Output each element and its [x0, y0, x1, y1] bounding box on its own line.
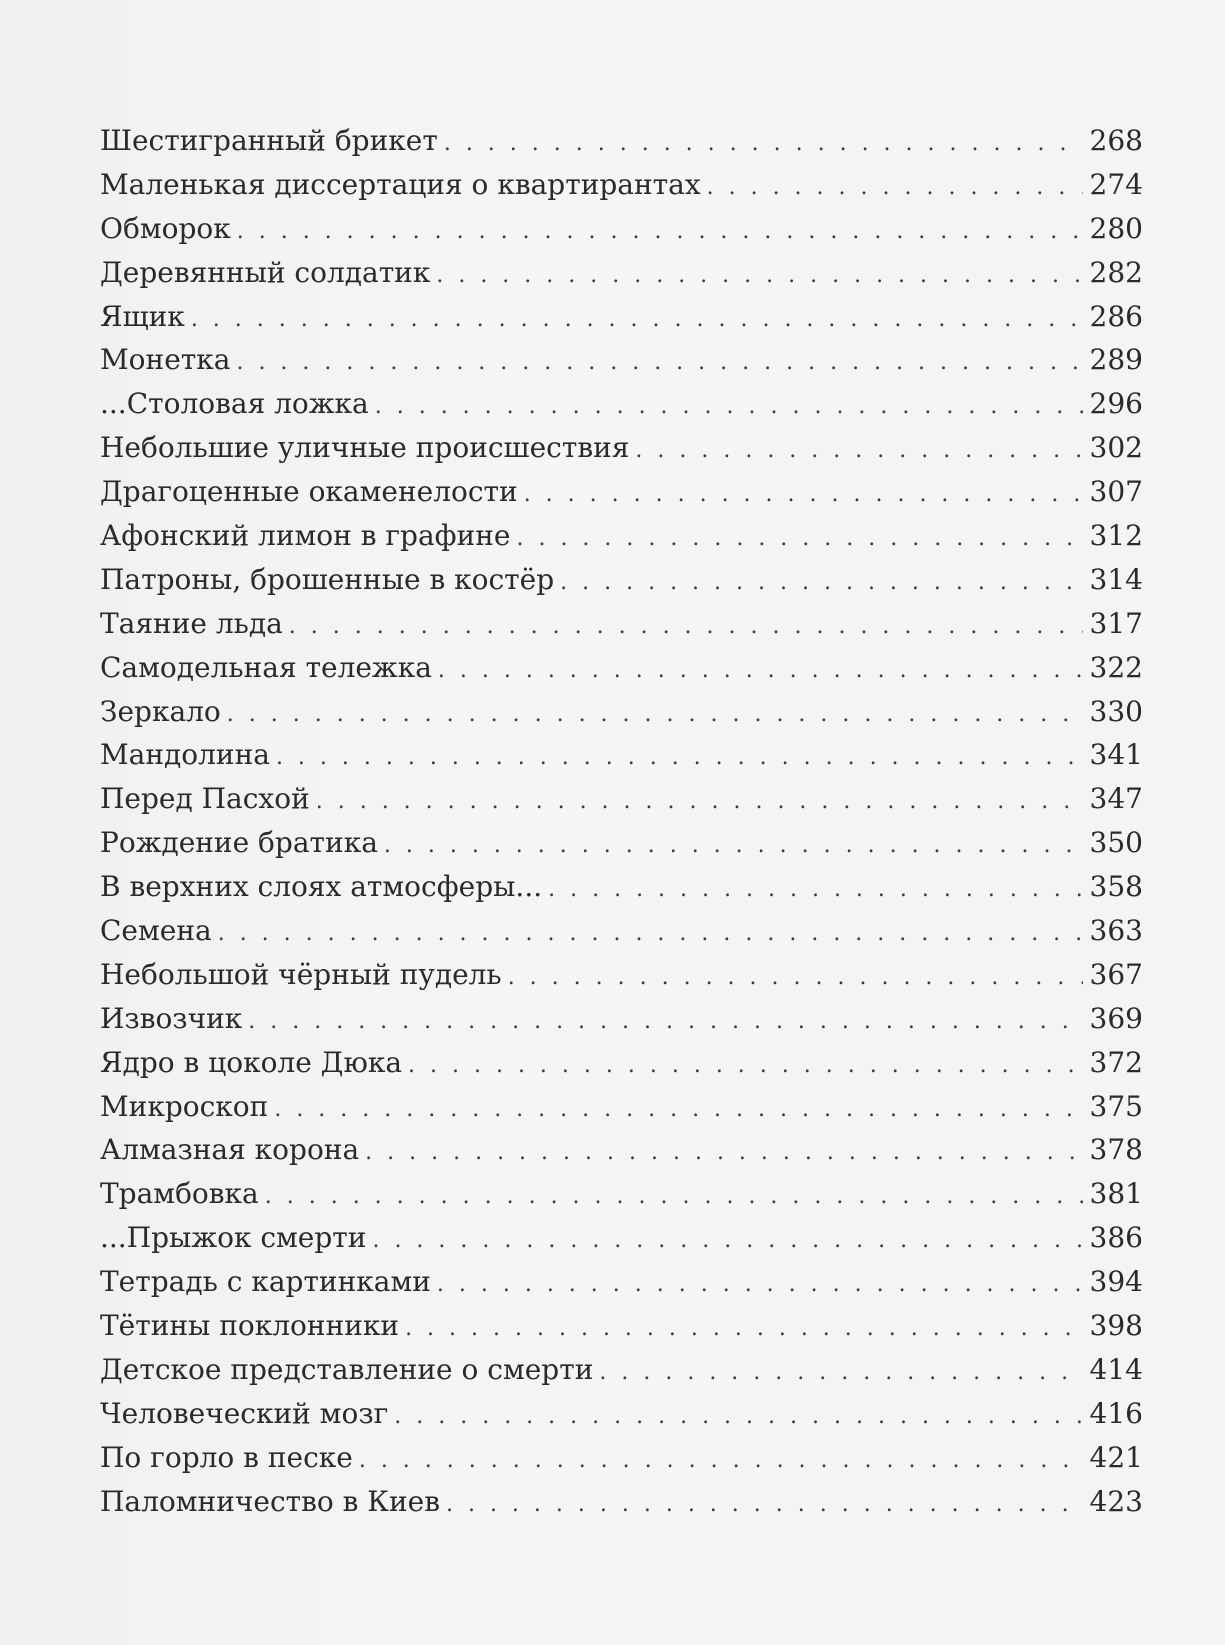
dot-leader [375, 394, 1083, 419]
toc-entry-title: Самодельная тележка [100, 650, 432, 684]
dot-leader [394, 1404, 1083, 1429]
toc-entry [100, 431, 1143, 475]
toc-entry-title: ...Столовая ложка [100, 387, 369, 421]
toc-entry-title: Ядро в цоколе Дюка [100, 1045, 403, 1079]
dot-leader [359, 1448, 1083, 1473]
dot-leader [384, 833, 1083, 858]
toc-entry-title: Алмазная корона [100, 1133, 360, 1167]
dot-leader [191, 307, 1083, 332]
dot-leader [524, 482, 1083, 507]
dot-leader [365, 1140, 1083, 1165]
toc-entry [100, 1353, 1143, 1397]
toc-entry-page: 414 [1089, 1352, 1143, 1386]
toc-entry-title: Тётины поклонники [100, 1309, 400, 1343]
toc-entry-page: 358 [1089, 870, 1143, 904]
toc-entry-title: Таяние льда [100, 606, 283, 640]
dot-leader [408, 1053, 1083, 1078]
dot-leader [599, 1360, 1083, 1385]
dot-leader [276, 745, 1083, 770]
toc-entry [100, 870, 1143, 914]
toc-entry [100, 1441, 1143, 1485]
toc-entry-page: 369 [1089, 1001, 1143, 1035]
toc-entry [100, 1133, 1143, 1177]
dot-leader [265, 1184, 1083, 1209]
dot-leader [227, 702, 1083, 727]
toc-entry-page: 312 [1089, 519, 1143, 553]
toc-entry-page: 286 [1089, 299, 1143, 333]
toc-entry-page: 341 [1089, 738, 1143, 772]
toc-entry-page: 386 [1089, 1221, 1143, 1255]
toc-entry-title: Афонский лимон в графине [100, 519, 511, 553]
toc-entry-title: Зеркало [100, 694, 221, 728]
toc-entry-page: 322 [1089, 650, 1143, 684]
toc-entry-page: 280 [1089, 211, 1143, 245]
toc-entry-title: Небольшой чёрный пудель [100, 957, 502, 991]
toc-entry-title: Драгоценные окаменелости [100, 475, 518, 509]
toc-entry [100, 958, 1143, 1002]
toc-entry [100, 300, 1143, 344]
toc-entry-title: Мандолина [100, 738, 270, 772]
dot-leader [560, 570, 1083, 595]
toc-entry [100, 124, 1143, 168]
toc-entry-page: 314 [1089, 562, 1143, 596]
toc-entry-page: 296 [1089, 387, 1143, 421]
toc-entry-page: 330 [1089, 694, 1143, 728]
toc-entry-title: Семена [100, 914, 212, 948]
dot-leader [405, 1316, 1083, 1341]
toc-entry-page: 363 [1089, 914, 1143, 948]
toc-entry [100, 1397, 1143, 1441]
toc-entry-page: 423 [1089, 1484, 1143, 1518]
toc-entry-title: Детское представление о смерти [100, 1352, 594, 1386]
toc-entry [100, 168, 1143, 212]
toc-entry-page: 381 [1089, 1177, 1143, 1211]
toc-entry [100, 1221, 1143, 1265]
dot-leader [372, 1228, 1083, 1253]
toc-entry [100, 1002, 1143, 1046]
toc-entry-title: Маленькая диссертация о квартирантах [100, 167, 701, 201]
dot-leader [516, 526, 1083, 551]
dot-leader [444, 131, 1083, 156]
toc-entry-title: Тетрадь с картинками [100, 1265, 431, 1299]
toc-entry [100, 1177, 1143, 1221]
toc-entry-page: 302 [1089, 431, 1143, 465]
toc-entry [100, 1090, 1143, 1134]
toc-entry-title: Шестигранный брикет [100, 124, 438, 157]
toc-entry-title: Небольшие уличные происшествия [100, 431, 630, 465]
toc-entry [100, 607, 1143, 651]
toc-entry-title: Перед Пасхой [100, 782, 310, 816]
toc-entry-page: 274 [1089, 167, 1143, 201]
toc-entry-title: Микроскоп [100, 1089, 269, 1123]
dot-leader [316, 789, 1083, 814]
table-of-contents [100, 124, 1143, 1529]
toc-entry-title: ...Прыжок смерти [100, 1221, 367, 1255]
dot-leader [446, 1492, 1083, 1517]
toc-entry-title: Ящик [100, 299, 185, 333]
toc-entry [100, 1309, 1143, 1353]
toc-entry-page: 378 [1089, 1133, 1143, 1167]
toc-entry [100, 738, 1143, 782]
toc-entry [100, 563, 1143, 607]
toc-entry-page: 350 [1089, 826, 1143, 860]
toc-entry-title: Деревянный солдатик [100, 255, 431, 289]
toc-entry-title: Паломничество в Киев [100, 1484, 440, 1518]
dot-leader [236, 350, 1083, 375]
toc-entry [100, 1046, 1143, 1090]
toc-entry [100, 387, 1143, 431]
toc-entry-page: 372 [1089, 1045, 1143, 1079]
toc-entry-page: 317 [1089, 606, 1143, 640]
toc-entry [100, 212, 1143, 256]
toc-entry-page: 367 [1089, 957, 1143, 991]
toc-entry-page: 421 [1089, 1440, 1143, 1474]
toc-entry-page: 289 [1089, 343, 1143, 377]
toc-entry [100, 475, 1143, 519]
dot-leader [508, 965, 1083, 990]
toc-entry [100, 695, 1143, 739]
toc-entry [100, 782, 1143, 826]
toc-entry [100, 519, 1143, 563]
dot-leader [218, 921, 1083, 946]
toc-entry-page: 398 [1089, 1309, 1143, 1343]
dot-leader [437, 1272, 1083, 1297]
dot-leader [248, 1009, 1083, 1034]
dot-leader [436, 263, 1083, 288]
toc-entry-title: По горло в песке [100, 1440, 353, 1474]
dot-leader [707, 175, 1083, 200]
dot-leader [237, 219, 1083, 244]
dot-leader [635, 438, 1083, 463]
toc-entry [100, 651, 1143, 695]
dot-leader [438, 658, 1083, 683]
toc-entry [100, 826, 1143, 870]
toc-entry-title: Человеческий мозг [100, 1396, 389, 1430]
toc-entry-page: 307 [1089, 475, 1143, 509]
toc-entry-page: 375 [1089, 1089, 1143, 1123]
dot-leader [548, 877, 1083, 902]
toc-entry-title: Монетка [100, 343, 231, 377]
toc-entry-title: Патроны, брошенные в костёр [100, 562, 555, 596]
toc-entry-title: Обморок [100, 211, 231, 245]
toc-entry-title: Рождение братика [100, 826, 378, 860]
toc-entry-page: 416 [1089, 1396, 1143, 1430]
toc-entry-page: 394 [1089, 1265, 1143, 1299]
toc-entry-title: Трамбовка [100, 1177, 259, 1211]
toc-entry [100, 1485, 1143, 1529]
toc-entry-page: 282 [1089, 255, 1143, 289]
dot-leader [274, 1097, 1083, 1122]
toc-entry-title: Извозчик [100, 1001, 243, 1035]
toc-entry [100, 256, 1143, 300]
toc-entry-title: В верхних слоях атмосферы... [100, 870, 543, 904]
toc-entry [100, 1265, 1143, 1309]
toc-entry [100, 343, 1143, 387]
dot-leader [289, 614, 1083, 639]
toc-entry [100, 914, 1143, 958]
toc-entry-page: 347 [1089, 782, 1143, 816]
toc-entry-page: 268 [1089, 124, 1143, 157]
